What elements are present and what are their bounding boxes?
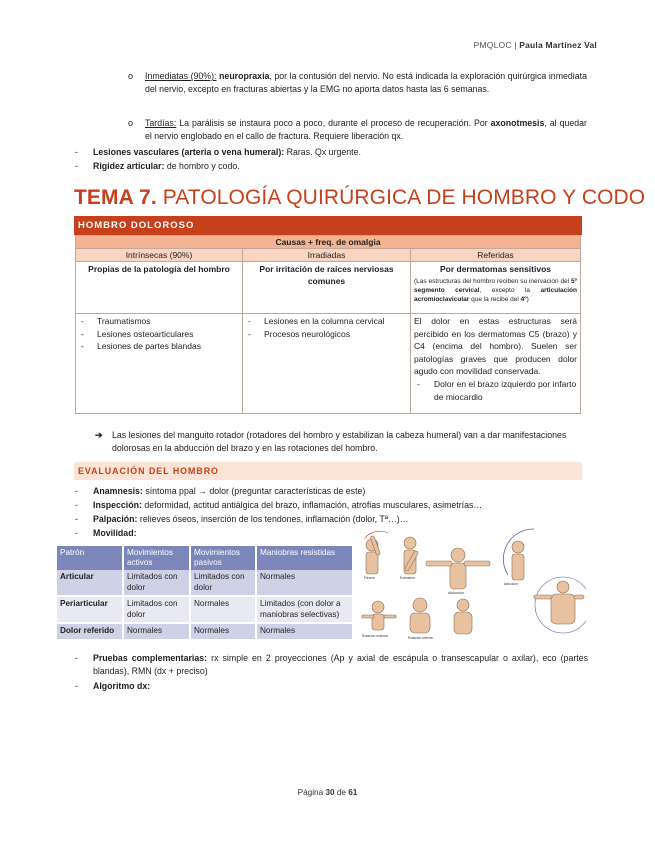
manguito-text: Las lesiones del manguito rotador (rotadores del hombro y estabilizan la cabeza humeral) van a dar manifestaciones dolorosas en la abducción del brazo y en las rotaciones del hombro.	[112, 430, 567, 453]
list-item: - Traumatismos	[79, 315, 239, 328]
course-code: PMQLOC |	[473, 40, 517, 50]
vasculares-bold: Lesiones vasculares (arteria o vena humeral):	[93, 147, 285, 157]
causas-table	[75, 235, 581, 414]
fig-label: Rotación interna	[408, 636, 433, 640]
page-header	[474, 40, 597, 50]
referidas-cell	[411, 314, 581, 414]
author-name: Paula Martínez Val	[519, 40, 597, 50]
table-row: Dolor referido Normales Normales Normales	[57, 623, 353, 640]
figure-extension	[404, 537, 419, 574]
list-item: - Dolor en el brazo izquierdo por infarto de miocardio	[414, 378, 577, 403]
list-item: - Lesiones osteoarticulares	[79, 328, 239, 341]
section-evaluacion: EVALUACIÓN DEL HOMBRO	[74, 462, 582, 480]
tema-title: PATOLOGÍA QUIRÚRGICA DE HOMBRO Y CODO	[156, 186, 646, 209]
page-number: 30	[325, 788, 335, 797]
figure-flexion	[364, 531, 388, 574]
inmediatas-label: Inmediatas (90%):	[145, 71, 217, 81]
figure-back	[454, 599, 472, 634]
th-activos: Movimientos activos	[123, 546, 190, 570]
list-item: - Procesos neurológicos	[246, 328, 407, 341]
list-item: - Lesiones en la columna cervical	[246, 315, 407, 328]
figure-rotacion-interna	[410, 598, 430, 633]
col-irradiadas: Irradiadas	[243, 249, 411, 262]
manguito-note	[95, 429, 582, 455]
arrow-icon: ➔	[95, 430, 103, 440]
tardias-text2: , al quedar el nervio englobado en el callo de fractura. Requiere liberación qx.	[145, 118, 587, 141]
page-total: 61	[348, 788, 358, 797]
title-referidas: Por dermatomas sensitivos (Las estructuras del hombro reciben su inervación del 5º segmento cervical, excepto la articulación acromioclavicular que la recibe del 4º)	[411, 262, 581, 314]
title-intrinsecas: Propias de la patología del hombro	[76, 262, 243, 314]
shoulder-movements-figure	[358, 525, 586, 645]
th-pasivos: Movimientos pasivos	[190, 546, 256, 570]
col-referidas: Referidas	[411, 249, 581, 262]
figure-arc	[503, 529, 534, 580]
figure-rotacion-externa	[362, 601, 396, 630]
rigidez-bold: Rigidez articular:	[93, 161, 165, 171]
th-patron: Patrón	[57, 546, 123, 570]
referidas-note: (Las estructuras del hombro reciben su inervación del 5º segmento cervical, excepto la articulación acromioclavicular que la recibe del 4º)	[414, 278, 577, 303]
vasculares-text: Raras. Qx urgente.	[284, 147, 361, 157]
irradiadas-list	[243, 314, 411, 414]
referidas-text: El dolor en estas estructuras será percibido en los dermatomas C5 (brazo) y C4 (encima del hombro). Suelen ser patologías graves que producen dolor agudo con movilidad conservada.	[414, 316, 577, 377]
figure-aduccion	[534, 577, 586, 633]
tardias-text1: La parálisis se instaura poco a poco, durante el proceso de recuperación. Por	[176, 118, 491, 128]
tema-number: TEMA 7.	[74, 186, 157, 209]
inmediatas-bold: neuropraxia	[219, 71, 270, 81]
fig-label: Extensión	[400, 576, 415, 580]
fig-label: Rotación externa	[362, 634, 388, 638]
tardias-bold: axonotmesis	[490, 118, 545, 128]
fig-label: Aducción	[504, 582, 518, 586]
table-row: Articular Limitados con dolor Limitados con dolor Normales	[57, 570, 353, 596]
list-item: - Lesiones de partes blandas	[79, 340, 239, 353]
table-row: Periarticular Limitados con dolor Normales Limitados (con dolor a maniobras selectivas)	[57, 596, 353, 623]
fig-label: Flexión	[364, 576, 375, 580]
causas-header: Causas + freq. de omalgia	[76, 236, 581, 249]
tardias-label: Tardías:	[145, 118, 177, 128]
movilidad-table	[57, 546, 354, 641]
title-irradiadas: Por irritación de raíces nerviosas comunes	[243, 262, 411, 314]
fig-label: Abducción	[448, 591, 464, 595]
col-intrinsecas: Intrínsecas (90%)	[76, 249, 243, 262]
inmediatas-text: , por la contusión del nervio. No está indicada la exploración quirúrgica inmediata del nervio, excepto en fracturas abiertas y la EMG no aporta datos hasta las 6 semanas.	[145, 71, 587, 94]
figure-abduccion	[426, 548, 490, 589]
bullet-inmediatas: o Inmediatas (90%): neuropraxia, por la contusión del nervio. No está indicada la exploración quirúrgica inmediata del nervio, excepto en fracturas abiertas y la EMG no aporta datos hasta las 6 semanas.	[128, 71, 587, 94]
bullet-tardias: o Tardías: La parálisis se instaura poco a poco, durante el proceso de recuperación. Por axonotmesis, al quedar el nervio englobado en el callo de fractura. Requiere liberación qx.	[128, 118, 587, 141]
rigidez-text: de hombro y codo.	[164, 161, 240, 171]
page-title	[74, 186, 645, 210]
th-resistidas: Maniobras resistidas	[256, 546, 353, 570]
intrinsecas-list	[76, 314, 243, 414]
section-hombro-doloroso: HOMBRO DOLOROSO	[74, 216, 582, 235]
page-footer: Página 30 de 61	[297, 788, 358, 797]
